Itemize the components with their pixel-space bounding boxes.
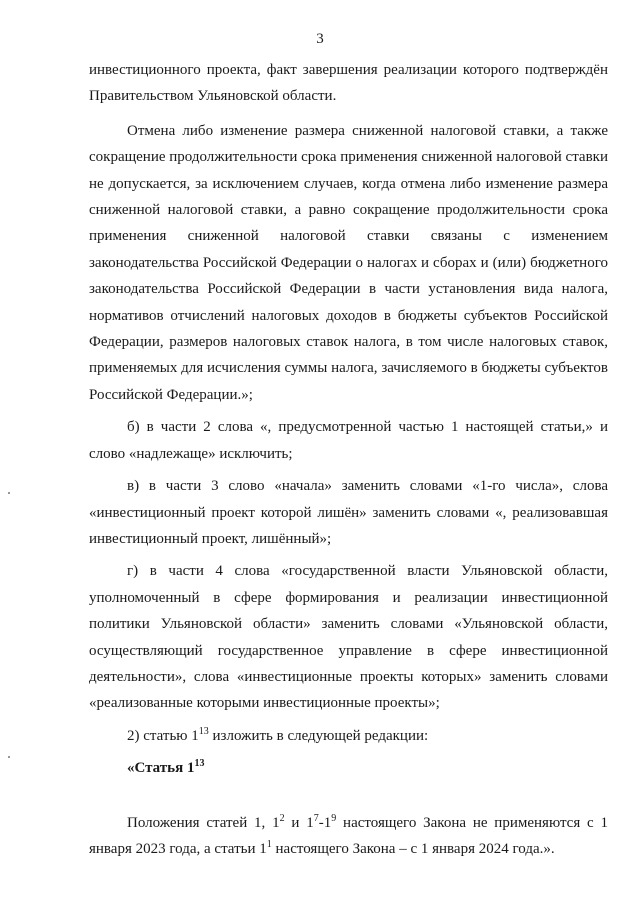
text-part: Положения статей 1, 1 xyxy=(127,814,280,831)
paragraph-provisions xyxy=(89,810,608,863)
superscript: 7 xyxy=(313,812,319,824)
document-body xyxy=(89,57,608,862)
text-part: изложить в следующей редакции: xyxy=(208,727,429,744)
scan-speck xyxy=(8,756,10,758)
text-part: 2) статью 1 xyxy=(127,727,199,744)
superscript: 9 xyxy=(331,812,337,824)
scan-speck xyxy=(8,492,10,494)
superscript: 13 xyxy=(198,725,209,737)
text-part: настоящего Закона – с 1 января 2024 года.». xyxy=(271,840,555,857)
paragraph-v: в) в части 3 слово «начала» заменить словами «1-го числа», слова «инвестиционный проект которой лишён» заменить словами «, реализовавшая инвестиционный проект, лишённый»; xyxy=(89,478,608,547)
spacer xyxy=(89,782,608,810)
paragraph-article-change xyxy=(89,723,608,749)
paragraph-continuation: инвестиционного проекта, факт завершения реализации которого подтверждён Правительством Ульяновской области. xyxy=(89,62,608,105)
superscript: 2 xyxy=(279,812,285,824)
text-part: настоящего Закона не применяются с 1 января 2023 года, а статьи 1 xyxy=(89,814,609,857)
text-part: -1 xyxy=(318,814,332,831)
page-number: 3 xyxy=(316,31,324,47)
paragraph-tax-rate: Отмена либо изменение размера сниженной налоговой ставки, а также сокращение продолжительности срока применения сниженной налоговой ставки не допускается, за исключением случаев, когда отмена либо изменение размера сниженной налоговой ставки, а равно сокращение продолжительности срока применения сниженной налоговой ставки связаны с изменением законодательства Российской Федерации о налогах и сборах и (или) бюджетного законодательства Российской Федерации в части установления вида налога, нормативов отчислений налоговых доходов в бюджеты субъектов Российской Федерации, размеров налоговых ставок налога, в том числе налоговых ставок, применяемых для исчисления суммы налога, зачисляемого в бюджеты субъектов Российской Федерации.»; xyxy=(89,122,608,403)
heading-text: «Статья 1 xyxy=(127,760,195,777)
article-heading xyxy=(89,755,608,781)
superscript: 1 xyxy=(266,838,272,850)
paragraph-b: б) в части 2 слова «, предусмотренной частью 1 настоящей статьи,» и слово «надлежаще» исключить; xyxy=(89,419,608,462)
paragraph-g: г) в части 4 слова «государственной власти Ульяновской области, уполномоченный в сфере формирования и реализации инвестиционной политики Ульяновской области» заменить словами «Ульяновской области, осуществляющий государственное управление в сфере инвестиционной деятельности», слова «инвестиционные проекты которых» заменить словами «реализованные которыми инвестиционные проекты»; xyxy=(89,563,608,712)
text-part: и 1 xyxy=(284,814,314,831)
heading-superscript: 13 xyxy=(194,758,205,770)
